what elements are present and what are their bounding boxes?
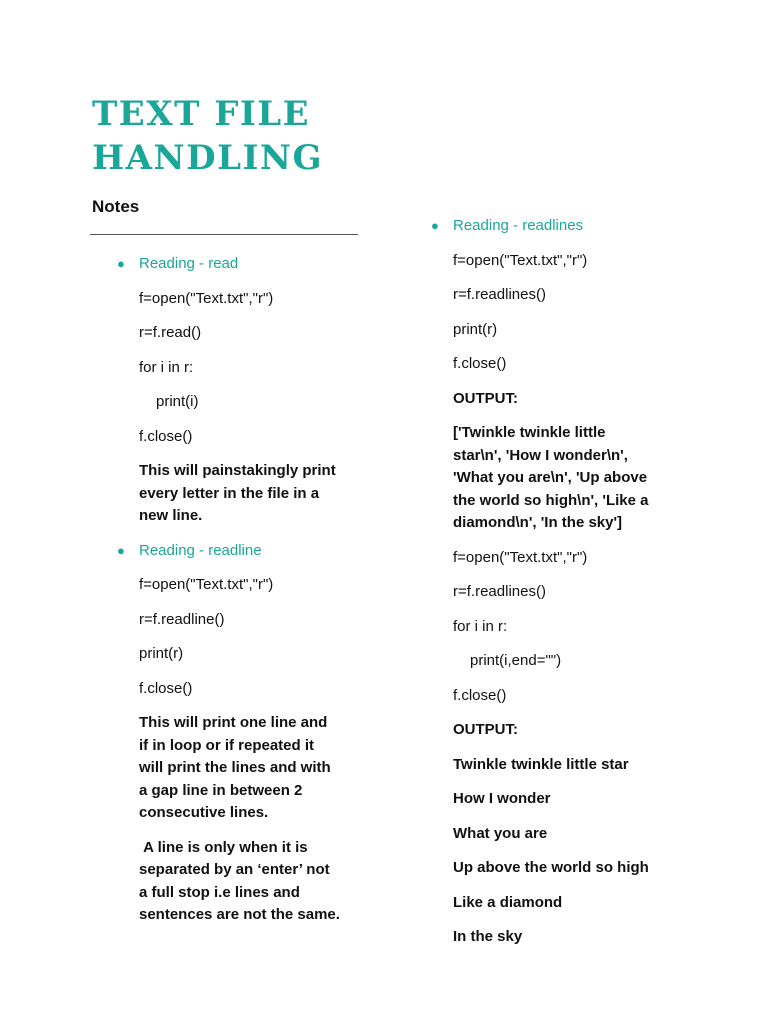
bold-paragraph	[453, 857, 693, 880]
paragraph-line: consecutive lines.	[139, 804, 269, 821]
code-line	[139, 609, 369, 632]
code-text: f.close()	[453, 355, 507, 372]
paragraph-line: new line.	[139, 507, 203, 524]
code-text: print(r)	[139, 645, 184, 662]
bold-paragraph	[139, 460, 369, 528]
paragraph-line: separated by an ‘enter’ not	[139, 861, 330, 878]
paragraph-line: In the sky	[453, 928, 523, 945]
paragraph-line: will print the lines and with	[139, 759, 331, 776]
bold-paragraph	[453, 892, 693, 915]
paragraph-line: Like a diamond	[453, 893, 563, 911]
code-text: for i in r:	[453, 617, 508, 635]
paragraph-line: 'What you are\n', 'Up above	[453, 469, 648, 486]
bullet-icon: ●	[431, 218, 439, 233]
bold-paragraph	[139, 837, 369, 927]
paragraph-line: How I wonder	[453, 790, 551, 807]
code-line	[453, 616, 693, 639]
section-heading-text: Reading - readline	[139, 541, 262, 559]
paragraph-line: OUTPUT:	[453, 721, 518, 738]
paragraph-line: Up above the world so high	[453, 859, 649, 876]
section-heading	[431, 215, 693, 238]
code-line	[453, 250, 693, 273]
paragraph-line: if in loop or if repeated it	[139, 736, 315, 754]
code-line	[139, 288, 369, 311]
code-text: print(i)	[156, 393, 199, 410]
paragraph-line: Twinkle twinkle little star	[453, 755, 629, 773]
code-text: r=f.readlines()	[453, 286, 546, 303]
paragraph-line: star\n', 'How I wonder\n',	[453, 446, 628, 464]
code-text: f=open("Text.txt","r")	[453, 548, 588, 566]
section-heading-text: Reading - read	[139, 255, 239, 272]
code-text: r=f.readlines()	[453, 583, 546, 600]
code-text: print(r)	[453, 320, 498, 338]
code-line	[453, 547, 693, 570]
code-line	[453, 284, 693, 307]
code-text: r=f.readline()	[139, 610, 225, 628]
section-heading	[117, 253, 369, 276]
code-text: f.close()	[453, 686, 507, 704]
paragraph-line: every letter in the file in a	[139, 484, 320, 502]
code-text: for i in r:	[139, 358, 194, 376]
bold-paragraph	[453, 719, 693, 742]
code-text: f=open("Text.txt","r")	[139, 576, 274, 593]
paragraph-line: diamond\n', 'In the sky']	[453, 514, 623, 531]
paragraph-line: a full stop i.e lines and	[139, 883, 300, 901]
code-line	[139, 426, 369, 449]
left-column	[117, 253, 369, 927]
bold-paragraph	[453, 388, 693, 411]
code-text: f=open("Text.txt","r")	[453, 251, 588, 269]
section-heading-text: Reading - readlines	[453, 217, 584, 234]
document-title	[92, 92, 323, 180]
notes-heading: Notes	[92, 197, 140, 216]
bold-paragraph	[453, 754, 693, 777]
paragraph-line: What you are	[453, 824, 548, 842]
paragraph-line: A line is only when it is	[139, 838, 308, 856]
paragraph-line: OUTPUT:	[453, 389, 518, 407]
code-text: f.close()	[139, 679, 193, 697]
code-line-indented	[453, 650, 693, 673]
bullet-icon: ●	[117, 256, 125, 271]
paragraph-line: a gap line in between 2	[139, 781, 303, 799]
paragraph-line: the world so high\n', 'Like a	[453, 491, 649, 509]
bullet-icon: ●	[117, 542, 125, 558]
paragraph-line: ['Twinkle twinkle little	[453, 424, 606, 441]
code-line	[139, 322, 369, 345]
code-text: f=open("Text.txt","r")	[139, 289, 274, 307]
code-line	[453, 353, 693, 376]
notes-divider	[90, 234, 358, 235]
bold-paragraph	[139, 712, 369, 825]
code-line	[139, 643, 369, 666]
code-line	[453, 581, 693, 604]
paragraph-line: sentences are not the same.	[139, 906, 340, 923]
bold-paragraph	[453, 823, 693, 846]
code-line	[139, 678, 369, 701]
code-line	[453, 685, 693, 708]
bold-paragraph	[453, 788, 693, 811]
code-line	[453, 319, 693, 342]
paragraph-line: This will print one line and	[139, 714, 328, 731]
code-text: r=f.read()	[139, 324, 202, 341]
paragraph-line: This will painstakingly print	[139, 462, 336, 479]
bold-paragraph	[453, 926, 693, 949]
section-heading	[117, 540, 369, 563]
code-line	[139, 574, 369, 597]
code-line	[139, 357, 369, 380]
code-line-indented	[139, 391, 369, 414]
bold-paragraph	[453, 422, 693, 535]
title-line-2: HANDLING	[92, 138, 323, 178]
code-text: f.close()	[139, 427, 193, 445]
right-column	[431, 215, 693, 949]
title-line-1: TEXT FILE	[92, 94, 311, 134]
code-text: print(i,end="")	[470, 652, 562, 669]
